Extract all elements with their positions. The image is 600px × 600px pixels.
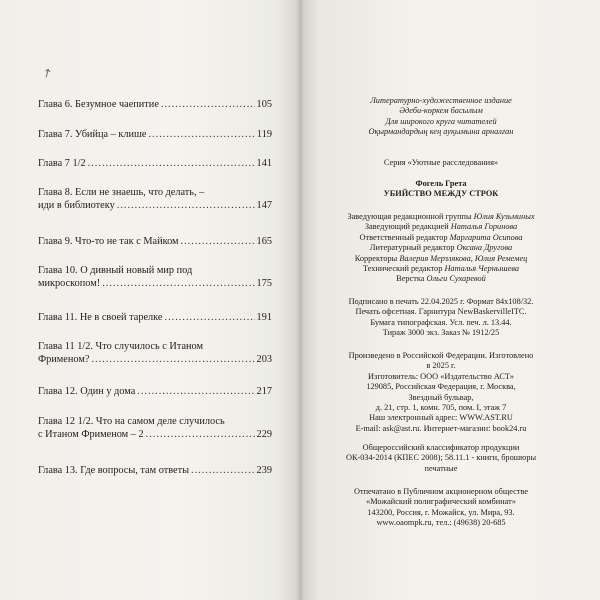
toc-leader-dots — [181, 235, 255, 248]
toc-entry-title: с Итаном Фрименом – 2 — [38, 429, 144, 440]
printer-line: Отпечатано в Публичном акционерном обществе — [353, 487, 529, 496]
printer-line: «Можайский полиграфический комбинат» — [366, 497, 516, 507]
printer-info — [318, 487, 564, 529]
toc-leader-dots — [88, 157, 255, 170]
staff-line — [318, 212, 564, 222]
author-name: Фогель Грета — [415, 179, 467, 188]
toc-leader-dots — [91, 353, 254, 366]
toc-entry-title: Глава 12. Один у дома — [38, 386, 136, 397]
edition-line: Литературно-художественное издание — [370, 96, 512, 105]
staff-name: Оксана Другова — [456, 243, 513, 253]
toc-entry-title: Глава 8. Если не знаешь, что делать, – — [38, 187, 205, 198]
toc-page-number: 165 — [256, 236, 272, 247]
toc-leader-dots — [161, 98, 255, 111]
staff-role: Технический редактор — [362, 264, 443, 274]
manufacturer-line: Изготовитель: ООО «Издательство АСТ» — [368, 371, 514, 381]
staff-line — [318, 243, 564, 253]
staff-role: Верстка — [396, 274, 425, 284]
manufacturer-info — [318, 351, 564, 434]
series-label — [318, 158, 564, 168]
toc-entry-line — [38, 235, 272, 248]
toc-entry-title: Глава 11. Не в своей тарелке — [38, 312, 163, 323]
toc-entry — [38, 464, 272, 477]
manufacturer-line: Наш электронный адрес: WWW.AST.RU — [369, 413, 513, 423]
toc-entry-line — [38, 128, 272, 141]
toc-entry — [38, 264, 272, 290]
toc-entry — [38, 186, 272, 212]
staff-role: Заведующий редакцией — [364, 222, 449, 232]
toc-leader-dots — [191, 464, 255, 477]
toc-entry-line — [38, 98, 272, 111]
classifier-line: Общероссийский классификатор продукции — [362, 443, 520, 452]
toc-leader-dots — [146, 428, 255, 441]
manufacturer-line: д. 21, стр. 1, комн. 705, пом. I, этаж 7 — [375, 403, 507, 413]
author-title — [318, 179, 564, 200]
toc-entry-title: микроскопом! — [38, 278, 101, 289]
edition-type — [318, 96, 564, 138]
classifier-line: ОК-034-2014 (КПЕС 2008); 58.11.1 - книги, брошюры — [345, 453, 537, 463]
printer-line: www.oaompk.ru, тел.: (49638) 20-685 — [376, 518, 506, 528]
staff-name: Наталья Чернышева — [444, 264, 520, 274]
book-title: УБИЙСТВО МЕЖДУ СТРОК — [383, 189, 499, 199]
print-line: Бумага типографская. Усл. печ. л. 13.44. — [370, 317, 512, 327]
toc-entry-title: Глава 10. О дивный новый мир под — [38, 265, 193, 276]
staff-role: Корректоры — [354, 253, 398, 263]
toc-leader-dots — [148, 128, 254, 141]
book-gutter — [296, 0, 304, 600]
staff-role: Литературный редактор — [369, 243, 455, 253]
toc-page-number: 239 — [256, 465, 272, 476]
staff-role: Заведующая редакционной группы — [347, 212, 472, 221]
toc-entry-line — [38, 385, 272, 398]
series-text: Серия «Уютные расследования» — [383, 158, 499, 167]
staff-line — [318, 254, 564, 264]
manufacturer-line: в 2025 г. — [426, 361, 456, 371]
staff-name: Наталья Горинова — [450, 222, 518, 232]
toc-entry — [38, 311, 272, 324]
print-line: Тираж 3000 экз. Заказ № 1912/25 — [382, 328, 500, 338]
toc-entry-line — [38, 157, 272, 170]
staff-line — [318, 233, 564, 243]
manufacturer-line: E-mail: ask@ast.ru. Интернет-магазин: book24.ru — [355, 423, 527, 433]
edition-line: Для широкого круга читателей — [385, 116, 497, 126]
toc-page-number: 141 — [256, 158, 272, 169]
print-info — [318, 297, 564, 339]
toc-entry-title: Глава 7 1/2 — [38, 158, 86, 169]
staff-line — [318, 274, 564, 284]
pencil-mark-icon: ↗ — [39, 64, 55, 82]
printer-line: 143200, Россия, г. Можайск, ул. Мира, 93. — [367, 507, 515, 517]
toc-leader-dots — [137, 385, 254, 398]
toc-entry-title: Глава 13. Где вопросы, там ответы — [38, 465, 189, 476]
toc-page-number: 191 — [256, 312, 272, 323]
toc-page-number: 203 — [256, 354, 272, 365]
manufacturer-line: Звездный бульвар, — [408, 392, 474, 402]
classifier-line: печатные — [424, 463, 458, 473]
staff-name: Ольги Сухаревой — [426, 274, 486, 284]
staff-name: Маргарита Осипова — [449, 232, 523, 242]
toc-entry — [38, 128, 272, 141]
toc-entry-line — [38, 311, 272, 324]
toc-entry-title: Глава 9. Что-то не так с Майком — [38, 236, 179, 247]
toc-entry-line — [38, 264, 272, 277]
toc-entry-line — [38, 186, 272, 199]
staff-name: Валерия Мерзлякова, Юлия Ремемец — [399, 253, 528, 263]
toc-page-number: 105 — [256, 99, 272, 110]
toc-entry-title: Глава 11 1/2. Что случилось с Итаном — [38, 341, 204, 352]
toc-entry-line — [38, 277, 272, 290]
toc-entry — [38, 340, 272, 366]
toc-entry-line — [38, 415, 272, 428]
toc-entry-line — [38, 428, 272, 441]
staff-line — [318, 264, 564, 274]
toc-entry-title: Глава 7. Убийца – клише — [38, 129, 147, 140]
toc-page-number: 175 — [256, 278, 272, 289]
toc-entry — [38, 235, 272, 248]
toc-page-number: 119 — [256, 129, 272, 140]
toc-page-number: 229 — [256, 429, 272, 440]
toc-entry-title: Глава 12 1/2. Что на самом деле случилось — [38, 416, 225, 427]
toc-leader-dots — [165, 311, 255, 324]
toc-page-number: 217 — [256, 386, 272, 397]
toc-entry-line — [38, 353, 272, 366]
toc-entry-title: иди в библиотеку — [38, 200, 115, 211]
toc-entry — [38, 98, 272, 111]
toc-leader-dots — [102, 277, 254, 290]
toc-entry-title: Глава 6. Безумное чаепитие — [38, 99, 159, 110]
staff-line — [318, 222, 564, 232]
toc-leader-dots — [117, 199, 255, 212]
manufacturer-line: Произведено в Российской Федерации. Изготовлено — [348, 351, 534, 360]
toc-entry-line — [38, 464, 272, 477]
toc-entry — [38, 157, 272, 170]
toc-page-number: 147 — [256, 200, 272, 211]
product-classifier — [318, 443, 564, 474]
staff-name: Юлия Кузьминых — [473, 212, 535, 221]
toc-entry-line — [38, 199, 272, 212]
toc-entry — [38, 385, 272, 398]
print-line: Подписано в печать 22.04.2025 г. Формат 84х108/32. — [348, 297, 534, 306]
edition-line: Әдеби-көркем басылым — [399, 106, 483, 116]
print-line: Печать офсетная. Гарнитура NewBaskervilleITC. — [355, 307, 527, 317]
edition-line: Оқырмандардың кең ауқымына арналған — [368, 127, 514, 137]
toc-entry-title: Фрименом? — [38, 354, 90, 365]
staff-role: Ответственный редактор — [359, 232, 448, 242]
toc-entry-line — [38, 340, 272, 353]
manufacturer-line: 129085, Российская Федерация, г. Москва, — [366, 382, 516, 392]
editorial-staff — [318, 212, 564, 285]
toc-entry — [38, 415, 272, 441]
